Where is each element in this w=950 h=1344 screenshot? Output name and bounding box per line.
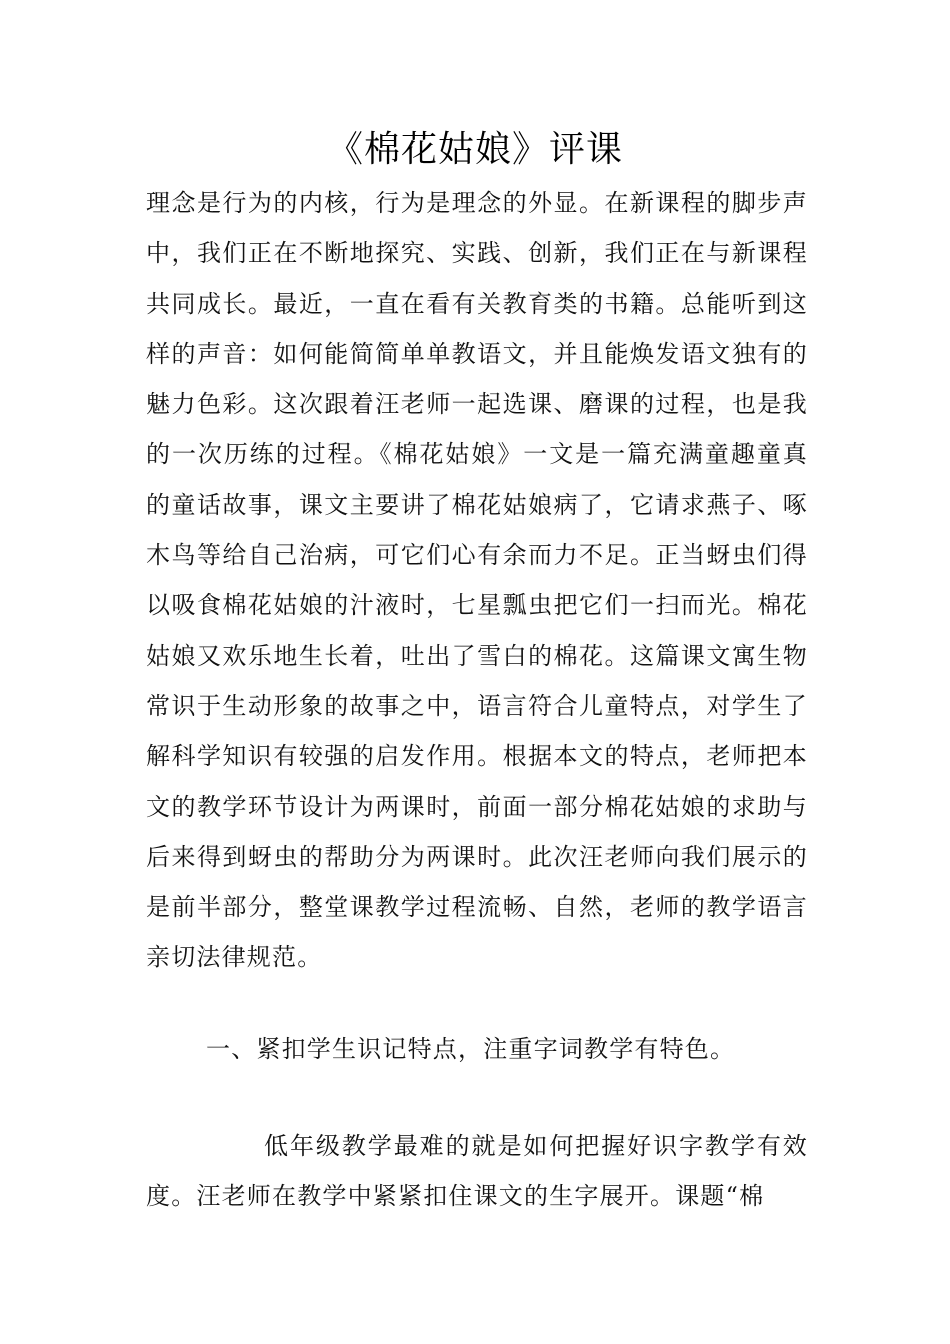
section-1-paragraph: 低年级教学最难的就是如何把握好识字教学有效度。汪老师在教学中紧紧扣住课文的生字展开。课题“棉 (146, 1132, 808, 1211)
section-1-heading: 一、紧扣学生识记特点，注重字词教学有特色。 (206, 1035, 736, 1063)
intro-paragraph: 理念是行为的内核，行为是理念的外显。在新课程的脚步声中，我们正在不断地探究、实践、创新，我们正在与新课程共同成长。最近，一直在看有关教育类的书籍。总能听到这样的声音：如何能简简单单教语文，并且能焕发语文独有的魅力色彩。这次跟着汪老师一起选课、磨课的过程，也是我的一次历练的过程。《棉花姑娘》一文是一篇充满童趣童真的童话故事，课文主要讲了棉花姑娘病了，它请求燕子、啄木鸟等给自己治病，可它们心有余而力不足。正当蚜虫们得以吸食棉花姑娘的汁液时，七星瓢虫把它们一扫而光。棉花姑娘又欢乐地生长着，吐出了雪白的棉花。这篇课文寓生物常识于生动形象的故事之中，语言符合儿童特点，对学生了解科学知识有较强的启发作用。根据本文的特点，老师把本文的教学环节设计为两课时，前面一部分棉花姑娘的求助与后来得到蚜虫的帮助分为两课时。此次汪老师向我们展示的是前半部分，整堂课教学过程流畅、自然，老师的教学语言亲切法律规范。 (146, 189, 808, 972)
document-title: 《棉花姑娘》评课 (326, 129, 623, 170)
